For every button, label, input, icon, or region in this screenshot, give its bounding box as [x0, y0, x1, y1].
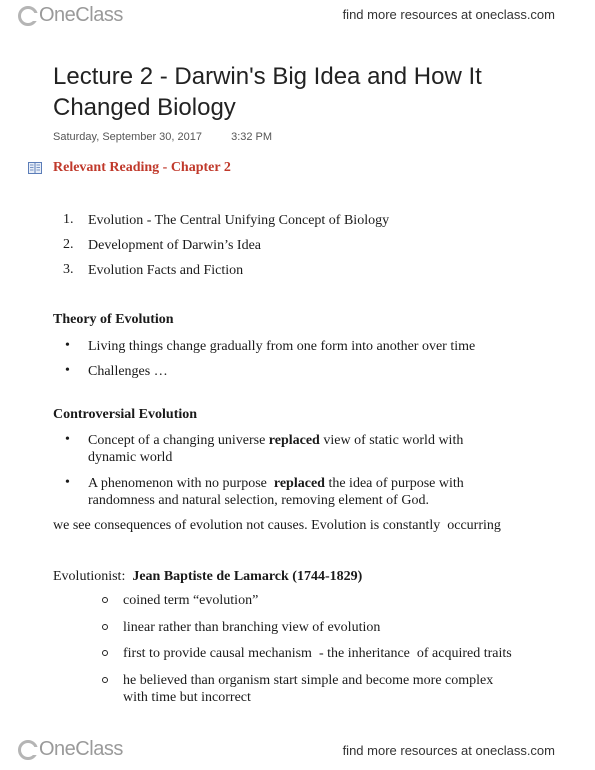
note-timestamp: [53, 131, 272, 143]
text-run: the idea of purpose with: [324, 476, 464, 491]
logo-text: OneClass: [39, 4, 123, 26]
sub-bullet-text-continued: with time but incorrect: [123, 690, 251, 705]
list-item: Evolution Facts and Fiction: [88, 263, 244, 278]
sub-bullet-text: he believed than organism start simple and become more complex: [123, 673, 494, 688]
oneclass-logo-footer[interactable]: [18, 738, 123, 761]
list-item: Development of Darwin’s Idea: [88, 238, 261, 253]
bullet-text-continued: dynamic world: [88, 450, 173, 465]
text-run: view of static world with: [319, 433, 464, 448]
text-run: A phenomenon with no purpose: [88, 476, 274, 491]
evolutionist-line: [53, 568, 362, 585]
bullet-text: [88, 432, 463, 449]
logo-text: OneClass: [39, 738, 123, 760]
oneclass-logo-mark: [18, 740, 38, 760]
bullet-text: Living things change gradually from one form into another over time: [88, 339, 476, 354]
circle-bullet: [102, 650, 108, 656]
bullet-text: [88, 475, 464, 492]
bullet-dot: •: [65, 338, 70, 353]
sub-bullet-text: first to provide causal mechanism - the inheritance of acquired traits: [123, 646, 512, 661]
bullet-dot: •: [65, 475, 70, 490]
section-heading: Controversial Evolution: [53, 407, 198, 422]
evolutionist-name: Jean Baptiste de Lamarck (1744-1829): [132, 569, 363, 584]
list-item: Evolution - The Central Unifying Concept of Biology: [88, 213, 390, 228]
note-time: 3:32 PM: [231, 131, 273, 143]
list-number: 1.: [63, 212, 74, 227]
note-date: Saturday, September 30, 2017: [53, 131, 203, 143]
list-number: 3.: [63, 262, 74, 277]
reading-label: Relevant Reading - Chapter 2: [53, 160, 231, 175]
list-number: 2.: [63, 237, 74, 252]
find-resources-link[interactable]: find more resources at oneclass.com: [342, 7, 555, 22]
circle-bullet: [102, 624, 108, 630]
page-title: Lecture 2 - Darwin's Big Idea and How It Changed Biology: [53, 63, 482, 121]
find-resources-link-footer[interactable]: find more resources at oneclass.com: [342, 743, 555, 758]
emphasis-replaced: replaced: [268, 433, 320, 448]
bullet-dot: •: [65, 363, 70, 378]
circle-bullet: [102, 677, 108, 683]
bullet-text-continued: randomness and natural selection, removing element of God.: [88, 493, 429, 508]
circle-bullet: [102, 597, 108, 603]
bullet-dot: •: [65, 432, 70, 447]
summary-text: we see consequences of evolution not causes. Evolution is constantly occurring: [53, 518, 501, 533]
emphasis-replaced: replaced: [273, 476, 325, 491]
sub-bullet-text: coined term “evolution”: [123, 593, 259, 608]
oneclass-logo-mark: [18, 6, 38, 26]
evolutionist-label: Evolutionist:: [53, 569, 133, 584]
section-heading: Theory of Evolution: [53, 312, 174, 327]
relevant-reading: [28, 160, 231, 176]
bullet-text: Challenges …: [88, 364, 168, 379]
sub-bullet-text: linear rather than branching view of evolution: [123, 620, 381, 635]
oneclass-logo[interactable]: [18, 4, 123, 27]
text-run: Concept of a changing universe: [88, 433, 269, 448]
book-icon: [28, 162, 42, 174]
